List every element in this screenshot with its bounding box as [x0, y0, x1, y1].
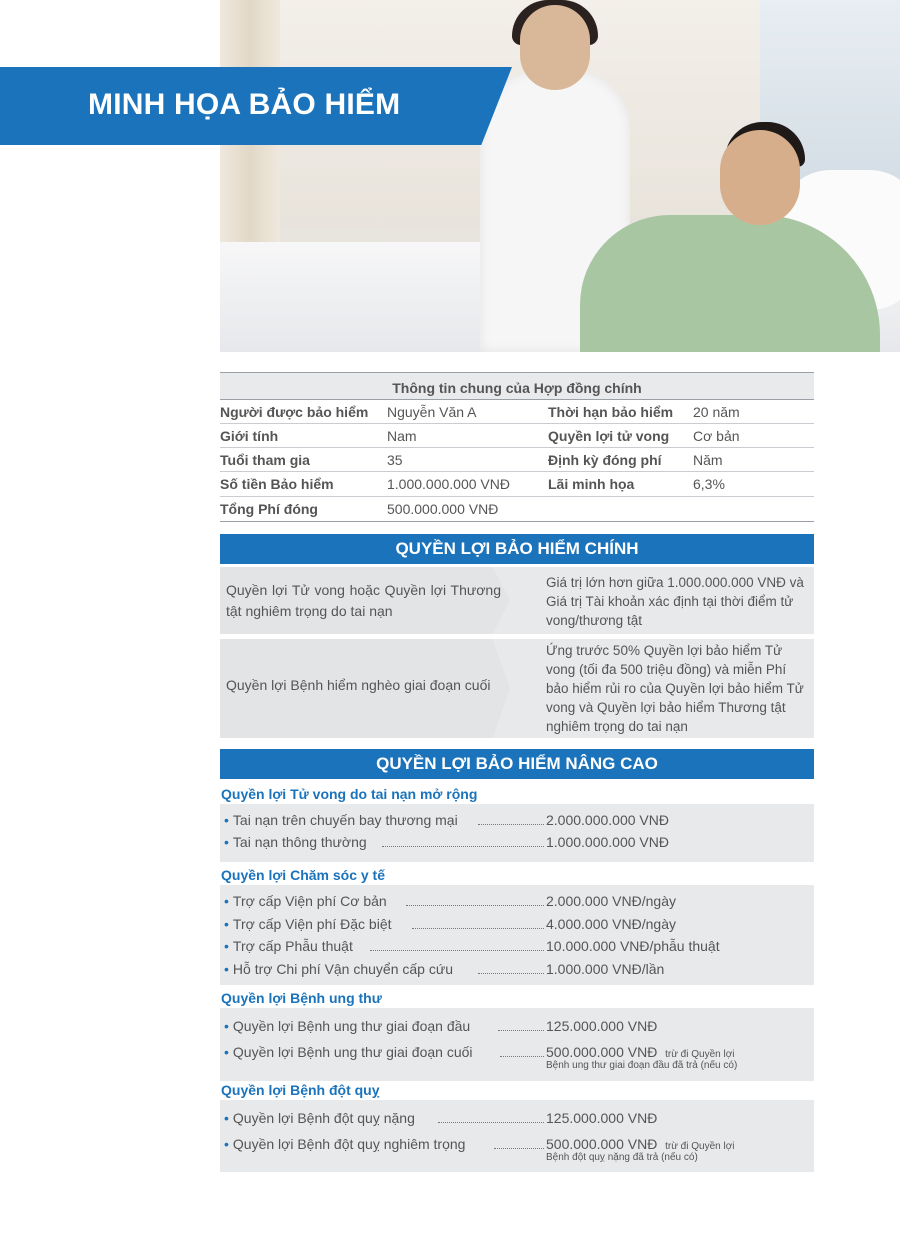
info-value: 6,3%: [693, 476, 725, 492]
info-value: 20 năm: [693, 404, 740, 420]
patient-head: [720, 130, 800, 225]
contract-info-table: [220, 372, 814, 522]
info-value: 500.000.000 VNĐ: [387, 501, 499, 517]
info-value: Cơ bản: [693, 428, 740, 444]
info-value: 1.000.000.000 VNĐ: [387, 476, 510, 492]
group-title: Quyền lợi Tử vong do tai nạn mở rộng: [221, 786, 478, 802]
list-item: • Trợ cấp Viện phí Cơ bản 2.000.000 VNĐ/ngày: [224, 893, 676, 909]
item-note: trừ đi Quyền lợi: [665, 1141, 735, 1152]
item-note-detail: Bệnh đột quỵ nặng đã trả (nếu có): [546, 1152, 698, 1163]
benefit-name: Quyền lợi Bệnh hiểm nghèo giai đoạn cuối: [226, 677, 491, 693]
item-label: Quyền lợi Bệnh đột quỵ nặng: [232, 1110, 415, 1126]
item-note-detail: Bệnh ung thư giai đoạn đầu đã trả (nếu có): [546, 1060, 738, 1071]
item-value: 125.000.000 VNĐ: [546, 1018, 658, 1034]
list-item: • Trợ cấp Phẫu thuật 10.000.000 VNĐ/phẫu thuật: [224, 938, 720, 954]
hero-photo-doctor-patient: [220, 0, 900, 352]
item-label: Quyền lợi Bệnh đột quỵ nghiêm trọng: [232, 1136, 466, 1152]
item-value: 10.000.000 VNĐ/phẫu thuật: [546, 938, 720, 954]
list-item: • Quyền lợi Bệnh ung thư giai đoạn đầu 125.000.000 VNĐ: [224, 1018, 658, 1034]
info-label: Quyền lợi tử vong: [548, 428, 670, 444]
list-item: • Hỗ trợ Chi phí Vận chuyển cấp cứu 1.000.000 VNĐ/lần: [224, 961, 665, 977]
item-label: Trợ cấp Viện phí Cơ bản: [232, 893, 387, 909]
list-item: • Quyền lợi Bệnh ung thư giai đoạn cuối 500.000.000 VNĐ trừ đi Quyền lợi Bệnh ung thư giai đoạn đầu đã trả (nếu có): [224, 1044, 738, 1071]
page-title: MINH HỌA BẢO HIỂM: [88, 88, 401, 121]
item-value: 1.000.000 VNĐ/lần: [546, 961, 665, 977]
item-label: Quyền lợi Bệnh ung thư giai đoạn đầu: [232, 1018, 471, 1034]
info-label: Tuổi tham gia: [220, 452, 310, 468]
main-benefit-row: [220, 639, 814, 738]
benefit-group: [220, 885, 814, 985]
info-value: 35: [387, 452, 403, 468]
info-value: Nguyễn Văn A: [387, 404, 477, 420]
benefit-description: Giá trị lớn hơn giữa 1.000.000.000 VNĐ và Giá trị Tài khoản xác định tại thời điểm tử vong/thương tật: [546, 575, 804, 628]
benefit-group: [220, 1008, 814, 1081]
item-value: 2.000.000 VNĐ/ngày: [546, 893, 676, 909]
list-item: • Trợ cấp Viện phí Đặc biệt 4.000.000 VNĐ/ngày: [224, 916, 676, 932]
info-value: Nam: [387, 428, 417, 444]
table-row: [220, 497, 814, 522]
item-value: 125.000.000 VNĐ: [546, 1110, 658, 1126]
group-title: Quyền lợi Bệnh đột quỵ: [221, 1082, 380, 1098]
benefit-description: Ứng trước 50% Quyền lợi bảo hiểm Tử vong (tối đa 500 triệu đồng) và miễn Phí bảo hiểm rủi ro của Quyền lợi bảo hiểm Tử vong và Quyền lợi bảo hiểm Thương tật nghiêm trọng do tai nạn: [546, 643, 804, 734]
info-value: Năm: [693, 452, 723, 468]
list-item: • Tai nạn trên chuyến bay thương mại 2.000.000.000 VNĐ: [224, 812, 669, 828]
table-row: [220, 472, 814, 497]
item-label: Trợ cấp Phẫu thuật: [232, 938, 353, 954]
table-row: [220, 424, 814, 448]
info-label: Người được bảo hiểm: [220, 404, 369, 420]
contract-info-heading: Thông tin chung của Hợp đồng chính: [220, 372, 814, 400]
enhanced-benefits-heading: QUYỀN LỢI BẢO HIỂM NÂNG CAO: [220, 749, 814, 779]
info-label: Giới tính: [220, 428, 279, 444]
doctor-head: [520, 5, 590, 90]
item-label: Tai nạn thông thường: [232, 834, 367, 850]
info-label: Tổng Phí đóng: [220, 501, 318, 517]
info-label: Thời hạn bảo hiểm: [548, 404, 674, 420]
table-row: [220, 448, 814, 472]
list-item: • Quyền lợi Bệnh đột quỵ nghiêm trọng 500.000.000 VNĐ trừ đi Quyền lợi Bệnh đột quỵ nặng đã trả (nếu có): [224, 1136, 735, 1163]
benefit-group: [220, 1100, 814, 1172]
group-title: Quyền lợi Bệnh ung thư: [221, 990, 382, 1006]
list-item: • Tai nạn thông thường 1.000.000.000 VNĐ: [224, 834, 669, 850]
item-value: 2.000.000.000 VNĐ: [546, 812, 669, 828]
table-row: [220, 400, 814, 424]
list-item: • Quyền lợi Bệnh đột quỵ nặng 125.000.000 VNĐ: [224, 1110, 658, 1126]
info-label: Lãi minh họa: [548, 476, 635, 492]
item-label: Quyền lợi Bệnh ung thư giai đoạn cuối: [232, 1044, 473, 1060]
info-label: Định kỳ đóng phí: [548, 452, 662, 468]
group-title: Quyền lợi Chăm sóc y tế: [221, 867, 386, 883]
main-benefits-heading: QUYỀN LỢI BẢO HIỂM CHÍNH: [220, 534, 814, 564]
item-label: Trợ cấp Viện phí Đặc biệt: [232, 916, 392, 932]
item-label: Tai nạn trên chuyến bay thương mại: [232, 812, 458, 828]
info-label: Số tiền Bảo hiểm: [220, 476, 334, 492]
item-value: 4.000.000 VNĐ/ngày: [546, 916, 676, 932]
benefit-name: Quyền lợi Tử vong hoặc Quyền lợi Thương tật nghiêm trọng do tai nạn: [226, 582, 501, 619]
main-benefit-row: [220, 567, 814, 634]
item-value: 500.000.000 VNĐ: [546, 1044, 658, 1060]
item-value: 1.000.000.000 VNĐ: [546, 834, 669, 850]
item-value: 500.000.000 VNĐ: [546, 1136, 658, 1152]
item-note: trừ đi Quyền lợi: [665, 1049, 735, 1060]
item-label: Hỗ trợ Chi phí Vận chuyển cấp cứu: [232, 961, 454, 977]
benefit-group: [220, 804, 814, 862]
